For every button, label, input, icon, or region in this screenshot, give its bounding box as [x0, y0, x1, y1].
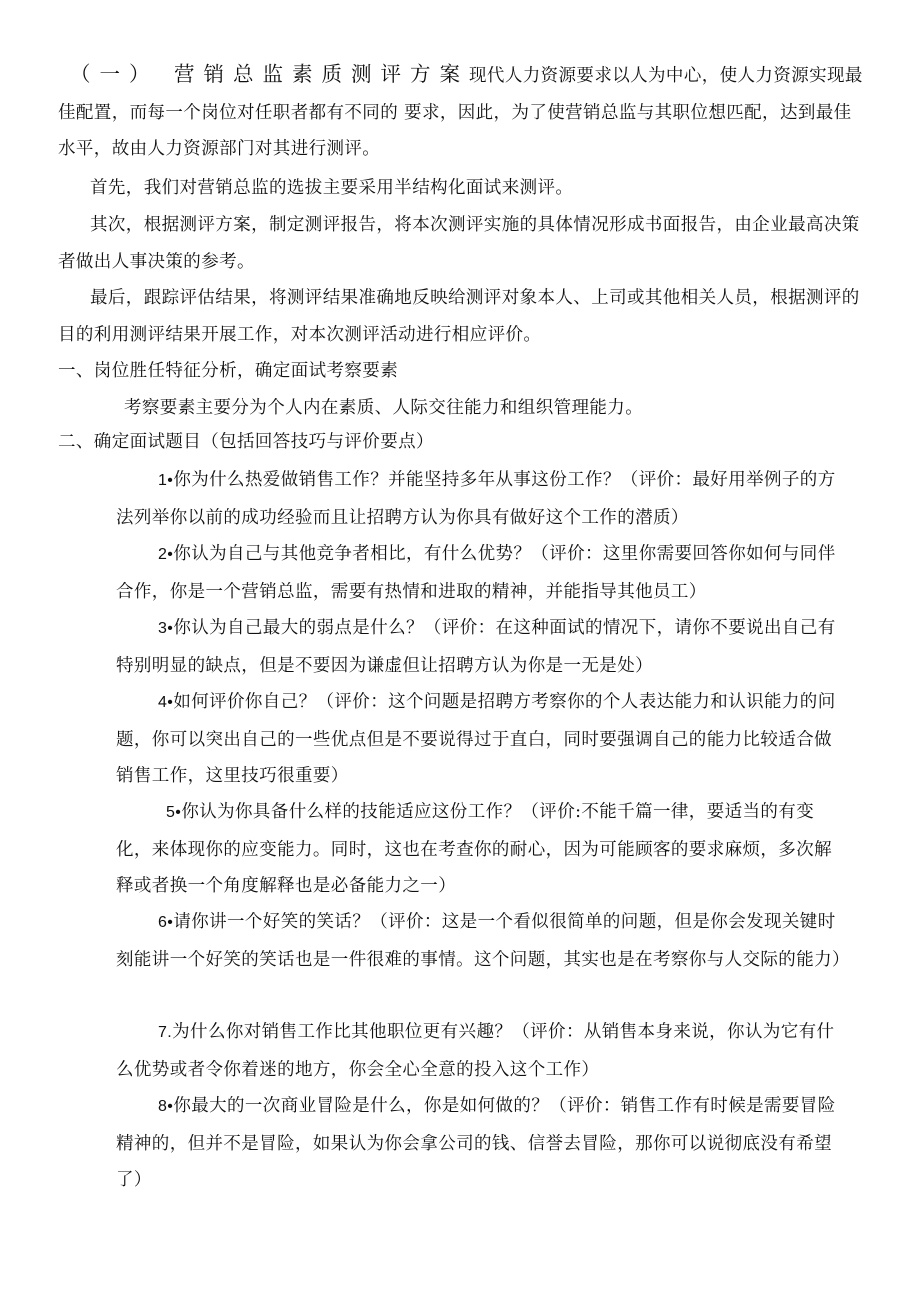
question-item: [116, 536, 846, 610]
question-text: 你为什么热爱做销售工作？并能坚持多年从事这份工作？（评价：最好用举例子的方法列举你以前的成功经验而且让招聘方认为你具有做好这个工作的潜质）: [116, 470, 836, 528]
document-title: （一） 营销总监素质测评方案: [70, 62, 470, 86]
intro-paragraph: [58, 56, 866, 168]
question-number: 7.: [158, 1024, 173, 1041]
paragraph-second: 其次，根据测评方案，制定测评报告，将本次测评实施的具体情况形成书面报告，由企业最高决策者做出人事决策的参考。: [58, 215, 860, 272]
section1-heading: 一、岗位胜任特征分析，确定面试考察要素: [58, 361, 399, 381]
section2-heading: 二、确定面试题目（包括回答技巧与评价要点）: [58, 432, 434, 452]
section1-body: 考察要素主要分为个人内在素质、人际交往能力和组织管理能力。: [124, 398, 644, 418]
intro-text: 现代人力资源要求以人为中心，使人力资源实现最佳配置，而每一个岗位对任职者都有不同的 要求，因此，为了使营销总监与其职位想匹配，达到最佳水平，故由人力资源部门对其进行测评。: [58, 66, 863, 159]
question-text: 你认为自己与其他竞争者相比，有什么优势？（评价：这里你需要回答你如何与同伴合作，你是一个营销总监，需要有热情和进取的精神，并能指导其他员工）: [116, 544, 836, 602]
question-item: [116, 684, 846, 795]
question-text: 你最大的一次商业冒险是什么，你是如何做的？（评价：销售工作有时候是需要冒险精神的，但并不是冒险，如果认为你会拿公司的钱、信誉去冒险，那你可以说彻底没有希望了）: [116, 1096, 836, 1190]
question-item: [116, 462, 846, 536]
question-number: 2•: [158, 546, 174, 563]
question-text: 为什么你对销售工作比其他职位更有兴趣？（评价：从销售本身来说，你认为它有什么优势或者令你着迷的地方，你会全心全意的投入这个工作）: [116, 1022, 835, 1080]
question-text: 请你讲一个好笑的笑话？（评价：这是一个看似很简单的问题，但是你会发现关键时刻能讲一个好笑的笑话也是一件很难的事情。这个问题，其实也是在考察你与人交际的能力）: [116, 912, 850, 970]
paragraph-first: 首先，我们对营销总监的选拔主要采用半结构化面试来测评。: [90, 178, 574, 198]
question-text: 你认为自己最大的弱点是什么？（评价：在这种面试的情况下，请你不要说出自己有特别明显的缺点，但是不要因为谦虚但让招聘方认为你是一无是处）: [116, 618, 836, 676]
question-item: [116, 1088, 846, 1199]
question-item: [116, 904, 850, 978]
question-number: 1•: [158, 472, 174, 489]
question-item: [116, 794, 846, 905]
question-text: 如何评价你自己？（评价：这个问题是招聘方考察你的个人表达能力和认识能力的问题，你可以突出自己的一些优点但是不要说得过于直白，同时要强调自己的能力比较适合做销售工作，这里技巧很重要）: [116, 692, 836, 786]
paragraph-finally: 最后，跟踪评估结果，将测评结果准确地反映给测评对象本人、上司或其他相关人员，根据测评的目的利用测评结果开展工作，对本次测评活动进行相应评价。: [58, 288, 860, 345]
question-number: 3•: [158, 620, 174, 637]
question-number: 8•: [158, 1098, 174, 1115]
question-number: 6•: [158, 914, 174, 931]
question-number: 5•: [166, 804, 182, 821]
question-text: 你认为你具备什么样的技能适应这份工作？（评价:不能千篇一律，要适当的有变化，来体现你的应变能力。同时，这也在考查你的耐心，因为可能顾客的要求麻烦，多次解释或者换一个角度解释也是必备能力之一）: [116, 802, 832, 896]
question-item: [116, 1014, 846, 1088]
question-item: [116, 610, 846, 684]
question-number: 4•: [158, 694, 174, 711]
